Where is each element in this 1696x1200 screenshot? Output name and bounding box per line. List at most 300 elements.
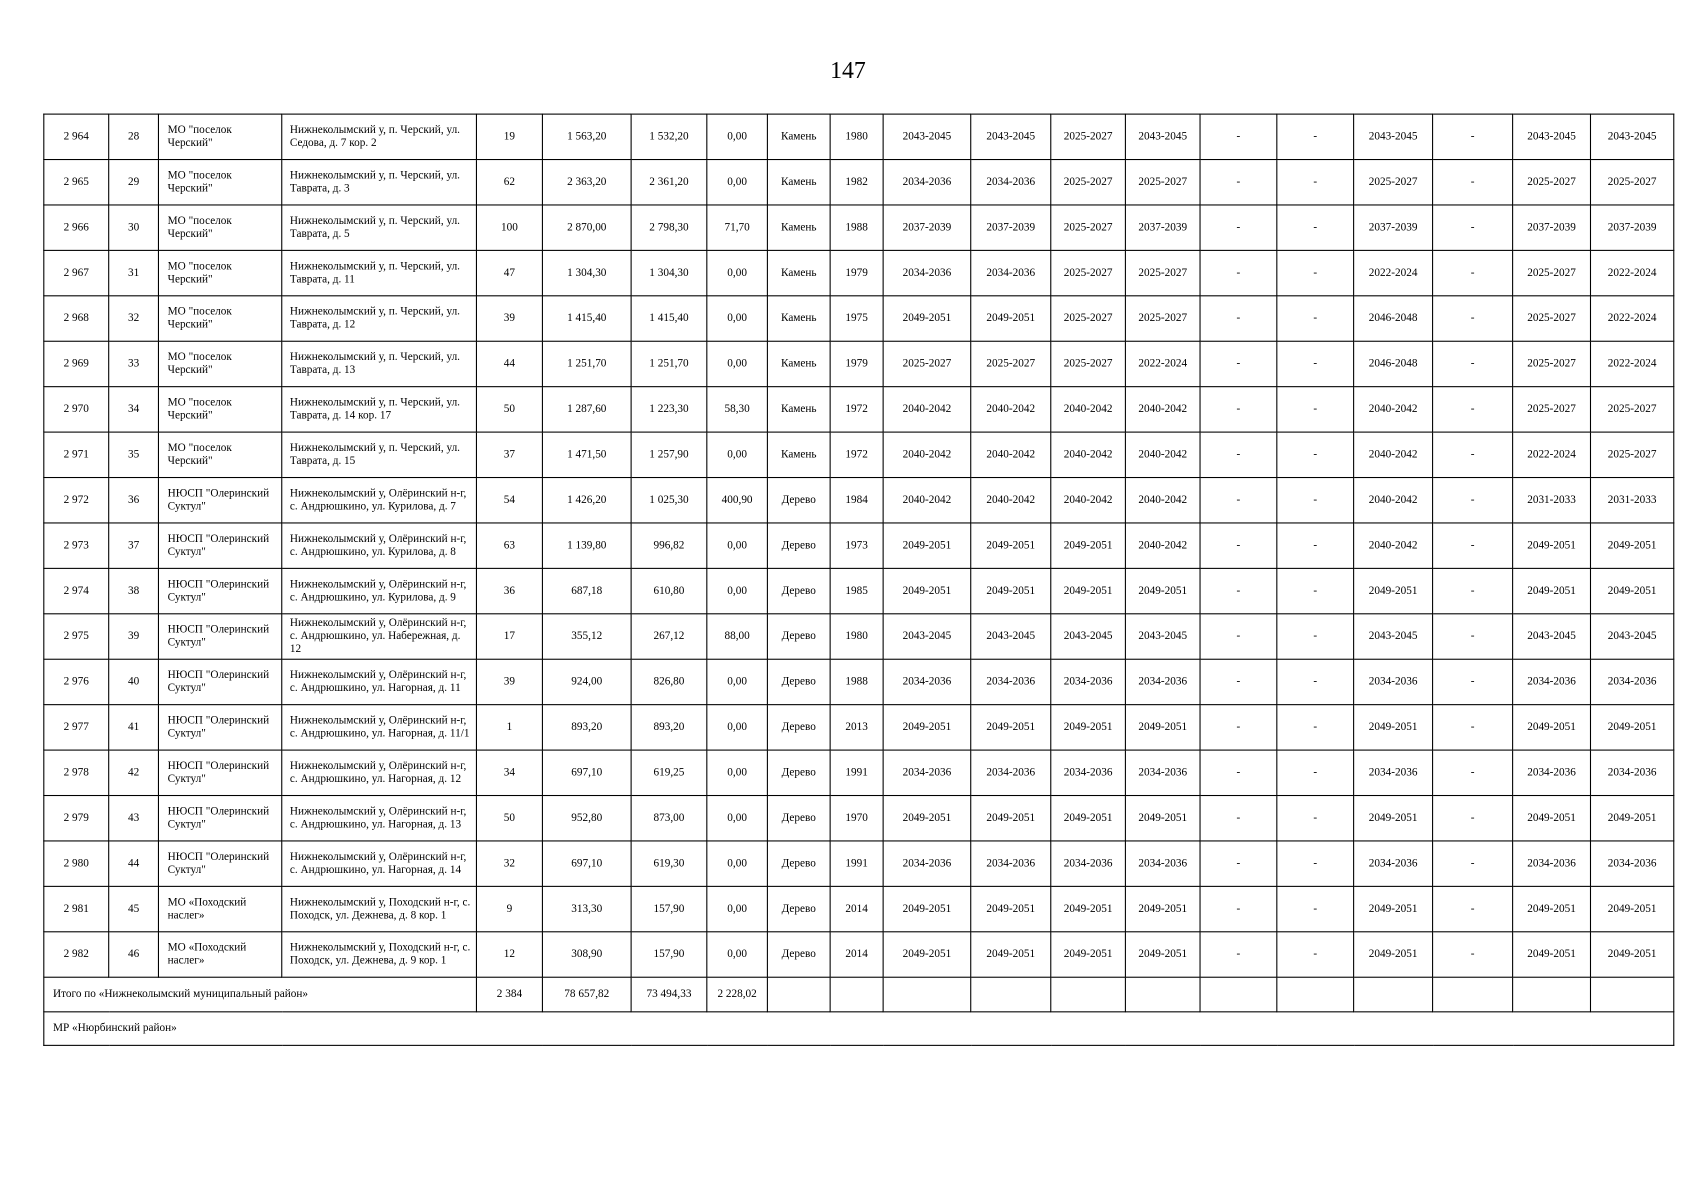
cell-area-total: 697,10 — [542, 841, 631, 886]
cell-period: 2034-2036 — [1590, 659, 1673, 704]
cell-period: 2040-2042 — [883, 387, 971, 432]
cell-area-living: 267,12 — [631, 614, 707, 659]
cell-area-living: 873,00 — [631, 796, 707, 841]
cell-area-total: 1 287,60 — [542, 387, 631, 432]
cell-registry-number: 2 980 — [44, 841, 109, 886]
cell-period: 2022-2024 — [1590, 250, 1673, 295]
cell-area-nonresidential: 0,00 — [707, 841, 768, 886]
cell-period: 2025-2027 — [1051, 114, 1126, 159]
cell-address: Нижнеколымский у, п. Черский, ул. Таврата, д. 15 — [282, 432, 477, 477]
cell-period: - — [1277, 114, 1354, 159]
cell-area-living: 2 798,30 — [631, 205, 707, 250]
cell-area-total: 1 139,80 — [542, 523, 631, 568]
total-label: Итого по «Нижнеколымский муниципальный район» — [44, 977, 477, 1012]
cell-residents: 47 — [476, 250, 542, 295]
cell-row-number: 35 — [109, 432, 159, 477]
cell-residents: 100 — [476, 205, 542, 250]
cell-wall-material: Дерево — [767, 750, 830, 795]
cell-area-total: 1 471,50 — [542, 432, 631, 477]
table-row — [44, 750, 1674, 795]
cell-registry-number: 2 974 — [44, 568, 109, 613]
cell-period: - — [1277, 886, 1354, 931]
cell-period: - — [1200, 341, 1277, 386]
cell-year-built: 1979 — [830, 341, 883, 386]
cell-period: - — [1200, 614, 1277, 659]
table-row — [44, 250, 1674, 295]
cell-period: 2049-2051 — [971, 523, 1051, 568]
cell-area-total: 1 426,20 — [542, 478, 631, 523]
page-number: 147 — [830, 56, 866, 84]
cell-period: 2049-2051 — [971, 796, 1051, 841]
cell-area-nonresidential: 71,70 — [707, 205, 768, 250]
cell-period: 2049-2051 — [883, 523, 971, 568]
cell-period: - — [1277, 296, 1354, 341]
cell-period: 2034-2036 — [1051, 750, 1126, 795]
cell-area-nonresidential: 0,00 — [707, 750, 768, 795]
cell-period: 2040-2042 — [1354, 523, 1433, 568]
cell-period: - — [1200, 296, 1277, 341]
cell-period: 2049-2051 — [1590, 886, 1673, 931]
cell-period: - — [1433, 387, 1513, 432]
total-empty-cell — [1354, 977, 1433, 1012]
cell-area-nonresidential: 0,00 — [707, 523, 768, 568]
cell-municipality: НЮСП "Олеринский Суктул" — [158, 614, 281, 659]
cell-period: 2025-2027 — [1125, 296, 1200, 341]
table-row — [44, 205, 1674, 250]
cell-registry-number: 2 966 — [44, 205, 109, 250]
cell-period: 2037-2039 — [1125, 205, 1200, 250]
housing-registry-table — [43, 114, 1674, 1046]
cell-municipality: МО "поселок Черский" — [158, 432, 281, 477]
cell-wall-material: Камень — [767, 250, 830, 295]
cell-residents: 37 — [476, 432, 542, 477]
cell-wall-material: Камень — [767, 432, 830, 477]
total-empty-cell — [1277, 977, 1354, 1012]
cell-wall-material: Дерево — [767, 705, 830, 750]
cell-period: - — [1433, 478, 1513, 523]
cell-area-living: 157,90 — [631, 932, 707, 977]
cell-municipality: МО "поселок Черский" — [158, 114, 281, 159]
cell-period: 2040-2042 — [971, 478, 1051, 523]
cell-row-number: 31 — [109, 250, 159, 295]
cell-address: Нижнеколымский у, п. Черский, ул. Таврата, д. 14 кор. 17 — [282, 387, 477, 432]
cell-registry-number: 2 981 — [44, 886, 109, 931]
cell-area-nonresidential: 0,00 — [707, 114, 768, 159]
cell-period: 2022-2024 — [1590, 296, 1673, 341]
cell-area-living: 1 532,20 — [631, 114, 707, 159]
cell-period: 2049-2051 — [1125, 886, 1200, 931]
cell-period: 2034-2036 — [883, 160, 971, 205]
cell-period: - — [1200, 478, 1277, 523]
table-row — [44, 114, 1674, 159]
cell-period: 2049-2051 — [971, 705, 1051, 750]
cell-period: 2040-2042 — [971, 432, 1051, 477]
cell-period: - — [1277, 796, 1354, 841]
cell-period: - — [1277, 705, 1354, 750]
cell-wall-material: Камень — [767, 387, 830, 432]
cell-period: - — [1200, 659, 1277, 704]
cell-residents: 32 — [476, 841, 542, 886]
cell-period: - — [1277, 205, 1354, 250]
cell-wall-material: Дерево — [767, 841, 830, 886]
cell-address: Нижнеколымский у, Походский н-г, с. Походск, ул. Дежнева, д. 8 кор. 1 — [282, 886, 477, 931]
cell-period: 2025-2027 — [1513, 341, 1591, 386]
total-area-nonresidential: 2 228,02 — [707, 977, 768, 1012]
cell-period: 2049-2051 — [883, 568, 971, 613]
cell-municipality: МО "поселок Черский" — [158, 160, 281, 205]
cell-period: 2022-2024 — [1513, 432, 1591, 477]
cell-registry-number: 2 982 — [44, 932, 109, 977]
table-row — [44, 523, 1674, 568]
cell-period: 2040-2042 — [883, 432, 971, 477]
cell-period: - — [1433, 160, 1513, 205]
table-row — [44, 886, 1674, 931]
cell-period: 2049-2051 — [1354, 796, 1433, 841]
cell-registry-number: 2 978 — [44, 750, 109, 795]
cell-residents: 17 — [476, 614, 542, 659]
total-empty-cell — [1125, 977, 1200, 1012]
cell-period: 2043-2045 — [971, 614, 1051, 659]
total-empty-cell — [1590, 977, 1673, 1012]
cell-period: - — [1433, 250, 1513, 295]
cell-area-total: 697,10 — [542, 750, 631, 795]
cell-period: - — [1277, 387, 1354, 432]
cell-area-total: 952,80 — [542, 796, 631, 841]
cell-residents: 9 — [476, 886, 542, 931]
cell-period: 2025-2027 — [1051, 341, 1126, 386]
cell-area-nonresidential: 0,00 — [707, 659, 768, 704]
cell-area-living: 619,25 — [631, 750, 707, 795]
cell-area-total: 1 304,30 — [542, 250, 631, 295]
table-row — [44, 932, 1674, 977]
cell-period: 2025-2027 — [1513, 387, 1591, 432]
cell-period: 2049-2051 — [971, 296, 1051, 341]
cell-period: 2031-2033 — [1590, 478, 1673, 523]
total-residents: 2 384 — [476, 977, 542, 1012]
cell-year-built: 1975 — [830, 296, 883, 341]
cell-address: Нижнеколымский у, Олёринский н-г, с. Андрюшкино, ул. Курилова, д. 7 — [282, 478, 477, 523]
cell-period: - — [1200, 387, 1277, 432]
cell-municipality: МО «Походский наслег» — [158, 886, 281, 931]
cell-period: 2037-2039 — [971, 205, 1051, 250]
cell-period: 2049-2051 — [1590, 796, 1673, 841]
cell-period: - — [1277, 841, 1354, 886]
cell-residents: 62 — [476, 160, 542, 205]
cell-address: Нижнеколымский у, Олёринский н-г, с. Андрюшкино, ул. Нагорная, д. 12 — [282, 750, 477, 795]
cell-area-nonresidential: 0,00 — [707, 341, 768, 386]
cell-row-number: 36 — [109, 478, 159, 523]
table-row — [44, 705, 1674, 750]
cell-period: - — [1277, 523, 1354, 568]
cell-year-built: 1985 — [830, 568, 883, 613]
cell-municipality: НЮСП "Олеринский Суктул" — [158, 478, 281, 523]
cell-wall-material: Дерево — [767, 886, 830, 931]
cell-municipality: НЮСП "Олеринский Суктул" — [158, 796, 281, 841]
cell-period: - — [1200, 523, 1277, 568]
total-empty-cell — [1433, 977, 1513, 1012]
cell-period: 2034-2036 — [971, 160, 1051, 205]
cell-period: 2049-2051 — [1354, 705, 1433, 750]
cell-period: - — [1277, 432, 1354, 477]
cell-year-built: 1982 — [830, 160, 883, 205]
total-empty-cell — [830, 977, 883, 1012]
cell-area-nonresidential: 400,90 — [707, 478, 768, 523]
cell-period: 2034-2036 — [883, 659, 971, 704]
cell-area-living: 2 361,20 — [631, 160, 707, 205]
cell-row-number: 28 — [109, 114, 159, 159]
cell-period: - — [1277, 568, 1354, 613]
cell-period: - — [1200, 432, 1277, 477]
total-empty-cell — [883, 977, 971, 1012]
cell-year-built: 1972 — [830, 432, 883, 477]
cell-row-number: 30 — [109, 205, 159, 250]
cell-area-nonresidential: 0,00 — [707, 886, 768, 931]
cell-area-total: 687,18 — [542, 568, 631, 613]
cell-period: - — [1200, 886, 1277, 931]
cell-year-built: 1972 — [830, 387, 883, 432]
cell-address: Нижнеколымский у, Олёринский н-г, с. Андрюшкино, ул. Нагорная, д. 11 — [282, 659, 477, 704]
cell-period: 2022-2024 — [1125, 341, 1200, 386]
cell-period: 2049-2051 — [883, 886, 971, 931]
cell-area-total: 313,30 — [542, 886, 631, 931]
cell-row-number: 39 — [109, 614, 159, 659]
cell-period: 2046-2048 — [1354, 341, 1433, 386]
cell-period: 2034-2036 — [1125, 750, 1200, 795]
cell-period: 2049-2051 — [1051, 705, 1126, 750]
cell-area-total: 355,12 — [542, 614, 631, 659]
cell-period: 2034-2036 — [971, 750, 1051, 795]
cell-address: Нижнеколымский у, п. Черский, ул. Таврата, д. 5 — [282, 205, 477, 250]
cell-period: 2037-2039 — [1590, 205, 1673, 250]
cell-period: 2046-2048 — [1354, 296, 1433, 341]
cell-period: 2040-2042 — [1354, 387, 1433, 432]
cell-period: 2040-2042 — [1125, 387, 1200, 432]
cell-registry-number: 2 976 — [44, 659, 109, 704]
cell-registry-number: 2 967 — [44, 250, 109, 295]
cell-year-built: 1980 — [830, 114, 883, 159]
cell-period: - — [1433, 659, 1513, 704]
cell-period: 2034-2036 — [1354, 750, 1433, 795]
cell-municipality: НЮСП "Олеринский Суктул" — [158, 841, 281, 886]
cell-residents: 50 — [476, 387, 542, 432]
cell-period: 2025-2027 — [1513, 250, 1591, 295]
cell-address: Нижнеколымский у, Олёринский н-г, с. Андрюшкино, ул. Курилова, д. 9 — [282, 568, 477, 613]
total-empty-cell — [1200, 977, 1277, 1012]
cell-year-built: 1979 — [830, 250, 883, 295]
cell-residents: 34 — [476, 750, 542, 795]
cell-registry-number: 2 971 — [44, 432, 109, 477]
cell-row-number: 43 — [109, 796, 159, 841]
cell-period: 2025-2027 — [1051, 160, 1126, 205]
cell-address: Нижнеколымский у, Походский н-г, с. Походск, ул. Дежнева, д. 9 кор. 1 — [282, 932, 477, 977]
cell-residents: 44 — [476, 341, 542, 386]
cell-period: 2040-2042 — [1051, 432, 1126, 477]
cell-period: - — [1200, 796, 1277, 841]
cell-area-living: 1 251,70 — [631, 341, 707, 386]
cell-registry-number: 2 979 — [44, 796, 109, 841]
cell-period: - — [1277, 932, 1354, 977]
cell-area-nonresidential: 0,00 — [707, 432, 768, 477]
cell-period: 2034-2036 — [971, 250, 1051, 295]
cell-address: Нижнеколымский у, п. Черский, ул. Таврата, д. 12 — [282, 296, 477, 341]
cell-address: Нижнеколымский у, Олёринский н-г, с. Андрюшкино, ул. Курилова, д. 8 — [282, 523, 477, 568]
cell-row-number: 40 — [109, 659, 159, 704]
total-area-living: 73 494,33 — [631, 977, 707, 1012]
cell-period: 2043-2045 — [1125, 114, 1200, 159]
cell-period: 2037-2039 — [883, 205, 971, 250]
cell-municipality: МО "поселок Черский" — [158, 296, 281, 341]
cell-period: 2034-2036 — [883, 250, 971, 295]
cell-period: 2049-2051 — [971, 932, 1051, 977]
table-row — [44, 568, 1674, 613]
cell-residents: 36 — [476, 568, 542, 613]
cell-period: - — [1433, 841, 1513, 886]
cell-address: Нижнеколымский у, п. Черский, ул. Седова, д. 7 кор. 2 — [282, 114, 477, 159]
cell-period: - — [1277, 750, 1354, 795]
cell-period: 2049-2051 — [1513, 523, 1591, 568]
cell-period: - — [1200, 250, 1277, 295]
cell-year-built: 1973 — [830, 523, 883, 568]
cell-period: 2049-2051 — [1125, 932, 1200, 977]
cell-area-living: 1 025,30 — [631, 478, 707, 523]
cell-registry-number: 2 970 — [44, 387, 109, 432]
cell-area-living: 157,90 — [631, 886, 707, 931]
cell-period: 2034-2036 — [1051, 841, 1126, 886]
cell-period: - — [1433, 705, 1513, 750]
cell-registry-number: 2 973 — [44, 523, 109, 568]
cell-period: - — [1277, 341, 1354, 386]
cell-residents: 50 — [476, 796, 542, 841]
cell-municipality: НЮСП "Олеринский Суктул" — [158, 750, 281, 795]
cell-period: 2049-2051 — [1513, 705, 1591, 750]
cell-period: 2043-2045 — [1513, 614, 1591, 659]
cell-address: Нижнеколымский у, Олёринский н-г, с. Андрюшкино, ул. Набережная, д. 12 — [282, 614, 477, 659]
cell-period: 2034-2036 — [883, 841, 971, 886]
cell-period: 2034-2036 — [1513, 841, 1591, 886]
cell-area-total: 893,20 — [542, 705, 631, 750]
total-empty-cell — [971, 977, 1051, 1012]
cell-municipality: НЮСП "Олеринский Суктул" — [158, 568, 281, 613]
cell-period: 2031-2033 — [1513, 478, 1591, 523]
table-row — [44, 296, 1674, 341]
cell-area-nonresidential: 0,00 — [707, 705, 768, 750]
cell-address: Нижнеколымский у, п. Черский, ул. Таврата, д. 3 — [282, 160, 477, 205]
section-row — [44, 1012, 1674, 1046]
cell-residents: 39 — [476, 659, 542, 704]
cell-area-total: 2 363,20 — [542, 160, 631, 205]
cell-period: 2025-2027 — [971, 341, 1051, 386]
cell-residents: 12 — [476, 932, 542, 977]
cell-period: 2049-2051 — [1125, 796, 1200, 841]
cell-municipality: НЮСП "Олеринский Суктул" — [158, 705, 281, 750]
cell-area-nonresidential: 0,00 — [707, 796, 768, 841]
cell-area-living: 610,80 — [631, 568, 707, 613]
cell-period: 2043-2045 — [1513, 114, 1591, 159]
cell-period: - — [1433, 523, 1513, 568]
cell-period: 2049-2051 — [1051, 932, 1126, 977]
cell-period: 2025-2027 — [1513, 296, 1591, 341]
cell-period: 2049-2051 — [1590, 932, 1673, 977]
cell-period: - — [1433, 432, 1513, 477]
cell-municipality: МО "поселок Черский" — [158, 250, 281, 295]
cell-period: - — [1433, 341, 1513, 386]
cell-year-built: 1988 — [830, 659, 883, 704]
cell-residents: 1 — [476, 705, 542, 750]
cell-area-total: 2 870,00 — [542, 205, 631, 250]
cell-period: 2034-2036 — [1125, 659, 1200, 704]
total-empty-cell — [1051, 977, 1126, 1012]
cell-period: 2049-2051 — [1051, 886, 1126, 931]
cell-period: 2034-2036 — [1513, 659, 1591, 704]
cell-registry-number: 2 968 — [44, 296, 109, 341]
cell-address: Нижнеколымский у, Олёринский н-г, с. Андрюшкино, ул. Нагорная, д. 14 — [282, 841, 477, 886]
cell-period: - — [1277, 478, 1354, 523]
cell-area-nonresidential: 58,30 — [707, 387, 768, 432]
cell-area-nonresidential: 88,00 — [707, 614, 768, 659]
cell-period: - — [1433, 114, 1513, 159]
cell-municipality: МО «Походский наслег» — [158, 932, 281, 977]
cell-wall-material: Камень — [767, 160, 830, 205]
cell-area-nonresidential: 0,00 — [707, 250, 768, 295]
table-row — [44, 387, 1674, 432]
cell-period: 2034-2036 — [1590, 841, 1673, 886]
section-label: МР «Нюрбинский район» — [44, 1012, 1674, 1046]
cell-period: - — [1433, 750, 1513, 795]
cell-period: 2049-2051 — [1051, 568, 1126, 613]
cell-period: 2025-2027 — [1125, 160, 1200, 205]
cell-row-number: 46 — [109, 932, 159, 977]
cell-period: 2043-2045 — [1125, 614, 1200, 659]
total-row — [44, 977, 1674, 1012]
cell-row-number: 42 — [109, 750, 159, 795]
cell-municipality: НЮСП "Олеринский Суктул" — [158, 523, 281, 568]
cell-period: 2037-2039 — [1513, 205, 1591, 250]
cell-period: 2040-2042 — [1354, 478, 1433, 523]
cell-period: 2040-2042 — [1125, 432, 1200, 477]
cell-period: 2040-2042 — [1051, 387, 1126, 432]
cell-area-nonresidential: 0,00 — [707, 160, 768, 205]
cell-period: - — [1277, 250, 1354, 295]
cell-period: - — [1433, 796, 1513, 841]
cell-period: 2025-2027 — [1590, 432, 1673, 477]
cell-area-living: 1 415,40 — [631, 296, 707, 341]
cell-period: 2049-2051 — [1125, 705, 1200, 750]
cell-row-number: 45 — [109, 886, 159, 931]
cell-period: 2025-2027 — [1590, 387, 1673, 432]
cell-area-living: 996,82 — [631, 523, 707, 568]
cell-municipality: МО "поселок Черский" — [158, 387, 281, 432]
cell-period: 2025-2027 — [883, 341, 971, 386]
cell-address: Нижнеколымский у, п. Черский, ул. Таврата, д. 11 — [282, 250, 477, 295]
cell-period: - — [1433, 886, 1513, 931]
cell-area-living: 1 257,90 — [631, 432, 707, 477]
cell-area-living: 1 223,30 — [631, 387, 707, 432]
cell-year-built: 1988 — [830, 205, 883, 250]
cell-area-total: 924,00 — [542, 659, 631, 704]
cell-year-built: 1980 — [830, 614, 883, 659]
cell-wall-material: Дерево — [767, 523, 830, 568]
cell-period: 2049-2051 — [883, 932, 971, 977]
cell-period: 2043-2045 — [1590, 614, 1673, 659]
cell-area-total: 308,90 — [542, 932, 631, 977]
cell-period: 2049-2051 — [1590, 523, 1673, 568]
cell-period: 2037-2039 — [1354, 205, 1433, 250]
cell-period: 2043-2045 — [1354, 114, 1433, 159]
cell-wall-material: Камень — [767, 114, 830, 159]
cell-period: 2034-2036 — [971, 659, 1051, 704]
cell-area-total: 1 415,40 — [542, 296, 631, 341]
cell-period: - — [1200, 705, 1277, 750]
